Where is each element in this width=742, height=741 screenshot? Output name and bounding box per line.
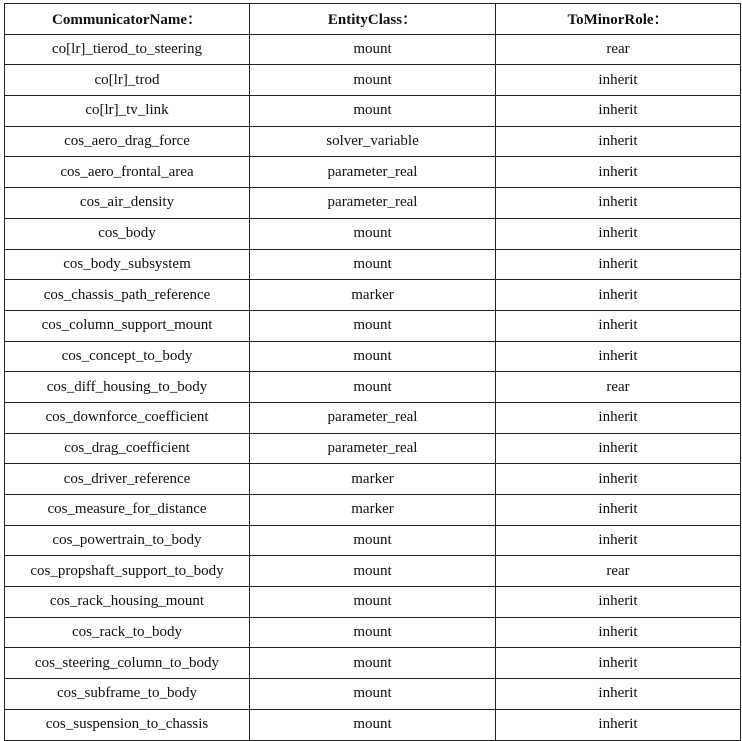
cell-communicator-name: cos_suspension_to_chassis — [5, 709, 250, 740]
cell-entity-class: parameter_real — [250, 402, 496, 433]
table-row — [5, 96, 741, 127]
cell-communicator-name: cos_concept_to_body — [5, 341, 250, 372]
table-row — [5, 709, 741, 740]
cell-to-minor-role: inherit — [496, 249, 741, 280]
cell-to-minor-role: inherit — [496, 126, 741, 157]
cell-to-minor-role: inherit — [496, 96, 741, 127]
cell-to-minor-role: inherit — [496, 341, 741, 372]
cell-communicator-name: cos_column_support_mount — [5, 310, 250, 341]
table-row — [5, 34, 741, 65]
cell-to-minor-role: rear — [496, 372, 741, 403]
cell-to-minor-role: rear — [496, 34, 741, 65]
cell-entity-class: mount — [250, 249, 496, 280]
table-row — [5, 679, 741, 710]
cell-communicator-name: cos_body — [5, 218, 250, 249]
cell-to-minor-role: inherit — [496, 587, 741, 618]
cell-communicator-name: cos_body_subsystem — [5, 249, 250, 280]
table-header-row — [5, 4, 741, 35]
cell-entity-class: mount — [250, 96, 496, 127]
table-row — [5, 525, 741, 556]
cell-entity-class: mount — [250, 34, 496, 65]
cell-communicator-name: cos_aero_drag_force — [5, 126, 250, 157]
table-row — [5, 402, 741, 433]
header-entity-class: EntityClass： — [250, 4, 496, 35]
cell-to-minor-role: inherit — [496, 617, 741, 648]
cell-entity-class: marker — [250, 495, 496, 526]
cell-to-minor-role: inherit — [496, 648, 741, 679]
table-row — [5, 464, 741, 495]
table-row — [5, 249, 741, 280]
cell-entity-class: parameter_real — [250, 188, 496, 219]
cell-entity-class: parameter_real — [250, 433, 496, 464]
cell-to-minor-role: inherit — [496, 495, 741, 526]
table-row — [5, 218, 741, 249]
cell-entity-class: marker — [250, 280, 496, 311]
cell-communicator-name: cos_chassis_path_reference — [5, 280, 250, 311]
cell-to-minor-role: inherit — [496, 65, 741, 96]
table-row — [5, 126, 741, 157]
cell-entity-class: mount — [250, 617, 496, 648]
cell-communicator-name: cos_subframe_to_body — [5, 679, 250, 710]
cell-to-minor-role: inherit — [496, 525, 741, 556]
table-row — [5, 280, 741, 311]
cell-communicator-name: co[lr]_trod — [5, 65, 250, 96]
cell-communicator-name: cos_drag_coefficient — [5, 433, 250, 464]
cell-communicator-name: cos_diff_housing_to_body — [5, 372, 250, 403]
table-body — [5, 34, 741, 740]
cell-communicator-name: cos_steering_column_to_body — [5, 648, 250, 679]
cell-to-minor-role: inherit — [496, 188, 741, 219]
header-communicator-name: CommunicatorName： — [5, 4, 250, 35]
cell-communicator-name: cos_driver_reference — [5, 464, 250, 495]
communicator-table — [4, 3, 741, 741]
cell-communicator-name: co[lr]_tv_link — [5, 96, 250, 127]
cell-communicator-name: cos_measure_for_distance — [5, 495, 250, 526]
cell-entity-class: mount — [250, 679, 496, 710]
cell-entity-class: parameter_real — [250, 157, 496, 188]
table-row — [5, 495, 741, 526]
table-row — [5, 617, 741, 648]
table-row — [5, 188, 741, 219]
cell-communicator-name: cos_rack_housing_mount — [5, 587, 250, 618]
cell-to-minor-role: inherit — [496, 310, 741, 341]
cell-communicator-name: cos_downforce_coefficient — [5, 402, 250, 433]
cell-entity-class: mount — [250, 709, 496, 740]
cell-to-minor-role: inherit — [496, 402, 741, 433]
cell-communicator-name: cos_aero_frontal_area — [5, 157, 250, 188]
table-row — [5, 648, 741, 679]
cell-to-minor-role: inherit — [496, 433, 741, 464]
cell-entity-class: mount — [250, 556, 496, 587]
cell-communicator-name: cos_powertrain_to_body — [5, 525, 250, 556]
cell-entity-class: mount — [250, 65, 496, 96]
cell-entity-class: mount — [250, 218, 496, 249]
table-row — [5, 587, 741, 618]
cell-entity-class: mount — [250, 341, 496, 372]
header-to-minor-role: ToMinorRole： — [496, 4, 741, 35]
cell-entity-class: mount — [250, 587, 496, 618]
table-row — [5, 372, 741, 403]
cell-entity-class: marker — [250, 464, 496, 495]
cell-entity-class: mount — [250, 310, 496, 341]
cell-communicator-name: cos_rack_to_body — [5, 617, 250, 648]
table-row — [5, 556, 741, 587]
cell-to-minor-role: inherit — [496, 280, 741, 311]
communicator-table-container — [4, 3, 740, 741]
cell-entity-class: mount — [250, 648, 496, 679]
cell-to-minor-role: inherit — [496, 464, 741, 495]
cell-to-minor-role: inherit — [496, 157, 741, 188]
cell-to-minor-role: inherit — [496, 679, 741, 710]
table-row — [5, 310, 741, 341]
table-row — [5, 433, 741, 464]
cell-to-minor-role: inherit — [496, 709, 741, 740]
cell-to-minor-role: rear — [496, 556, 741, 587]
cell-entity-class: solver_variable — [250, 126, 496, 157]
cell-entity-class: mount — [250, 525, 496, 556]
table-row — [5, 157, 741, 188]
cell-communicator-name: cos_air_density — [5, 188, 250, 219]
table-row — [5, 341, 741, 372]
cell-communicator-name: cos_propshaft_support_to_body — [5, 556, 250, 587]
cell-entity-class: mount — [250, 372, 496, 403]
cell-communicator-name: co[lr]_tierod_to_steering — [5, 34, 250, 65]
table-row — [5, 65, 741, 96]
cell-to-minor-role: inherit — [496, 218, 741, 249]
